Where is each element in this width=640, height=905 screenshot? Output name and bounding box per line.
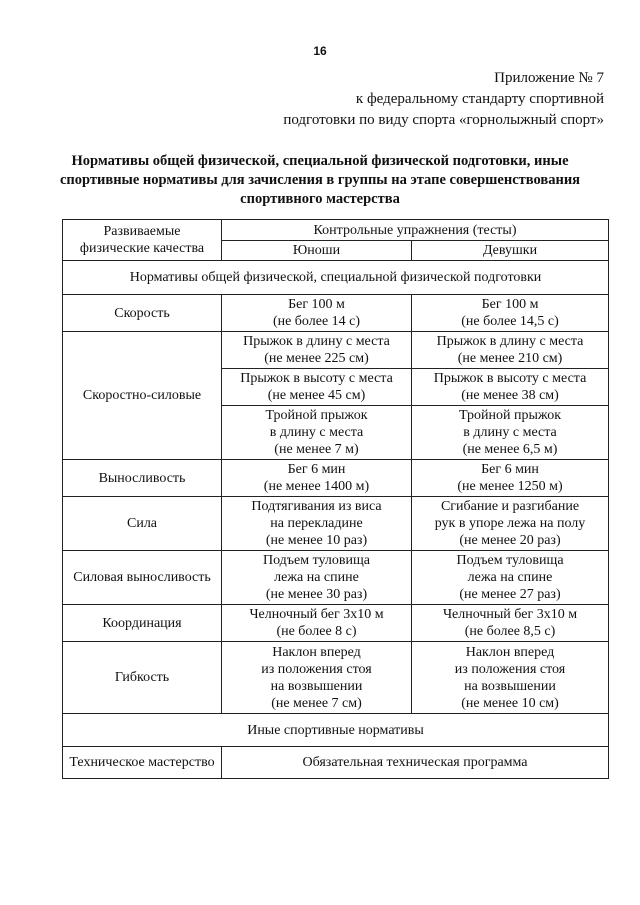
quality-cell: Силовая выносливость <box>63 551 222 605</box>
quality-cell: Техническое мастерство <box>63 747 222 779</box>
boys-cell: Подъем туловища лежа на спине (не менее 30 раз) <box>222 551 412 605</box>
boys-cell: Бег 6 мин (не менее 1400 м) <box>222 460 412 497</box>
tests-header: Контрольные упражнения (тесты) <box>222 220 609 241</box>
girls-cell: Наклон вперед из положения стоя на возвышении (не менее 10 см) <box>412 642 609 714</box>
girls-cell: Сгибание и разгибание рук в упоре лежа на полу (не менее 20 раз) <box>412 497 609 551</box>
quality-cell: Координация <box>63 605 222 642</box>
norms-table <box>62 219 609 779</box>
title-line: спортивного мастерства <box>240 191 400 207</box>
table-row <box>63 605 609 642</box>
girls-cell: Прыжок в длину с места (не менее 210 см) <box>412 332 609 369</box>
document-title <box>40 152 600 209</box>
table-row <box>63 747 609 779</box>
girls-cell: Бег 6 мин (не менее 1250 м) <box>412 460 609 497</box>
boys-cell: Бег 100 м (не более 14 с) <box>222 295 412 332</box>
boys-cell: Тройной прыжок в длину с места (не менее 7 м) <box>222 406 412 460</box>
girls-header: Девушки <box>412 241 609 261</box>
girls-cell: Тройной прыжок в длину с места (не менее 6,5 м) <box>412 406 609 460</box>
qualities-header: Развиваемые физические качества <box>63 220 222 261</box>
girls-cell: Прыжок в высоту с места (не менее 38 см) <box>412 369 609 406</box>
title-line: Нормативы общей физической, специальной физической подготовки, иные <box>71 153 569 169</box>
boys-cell: Наклон вперед из положения стоя на возвышении (не менее 7 см) <box>222 642 412 714</box>
table-row <box>63 460 609 497</box>
quality-cell: Сила <box>63 497 222 551</box>
page-number: 16 <box>313 44 327 58</box>
appendix-line: подготовки по виду спорта «горнолыжный спорт» <box>283 112 604 128</box>
section-row <box>63 714 609 747</box>
appendix-line: к федеральному стандарту спортивной <box>355 91 604 107</box>
quality-cell: Скорость <box>63 295 222 332</box>
quality-cell: Гибкость <box>63 642 222 714</box>
section-row <box>63 261 609 295</box>
boys-cell: Прыжок в длину с места (не менее 225 см) <box>222 332 412 369</box>
table-row <box>63 295 609 332</box>
table-row <box>63 497 609 551</box>
title-line: спортивные нормативы для зачисления в группы на этапе совершенствования <box>59 172 581 188</box>
quality-cell: Выносливость <box>63 460 222 497</box>
girls-cell: Бег 100 м (не более 14,5 с) <box>412 295 609 332</box>
girls-cell: Подъем туловища лежа на спине (не менее 27 раз) <box>412 551 609 605</box>
boys-cell: Челночный бег 3х10 м (не более 8 с) <box>222 605 412 642</box>
quality-cell: Скоростно-силовые <box>63 332 222 460</box>
appendix-header <box>283 68 604 131</box>
table-row <box>63 332 609 369</box>
section-title: Иные спортивные нормативы <box>63 714 609 747</box>
appendix-line: Приложение № 7 <box>494 70 604 86</box>
boys-cell: Прыжок в высоту с места (не менее 45 см) <box>222 369 412 406</box>
boys-cell: Подтягивания из виса на перекладине (не менее 10 раз) <box>222 497 412 551</box>
girls-cell: Челночный бег 3х10 м (не более 8,5 с) <box>412 605 609 642</box>
program-cell: Обязательная техническая программа <box>222 747 609 779</box>
section-title: Нормативы общей физической, специальной физической подготовки <box>63 261 609 295</box>
table-row <box>63 642 609 714</box>
table-row <box>63 551 609 605</box>
boys-header: Юноши <box>222 241 412 261</box>
table-header-row <box>63 220 609 241</box>
